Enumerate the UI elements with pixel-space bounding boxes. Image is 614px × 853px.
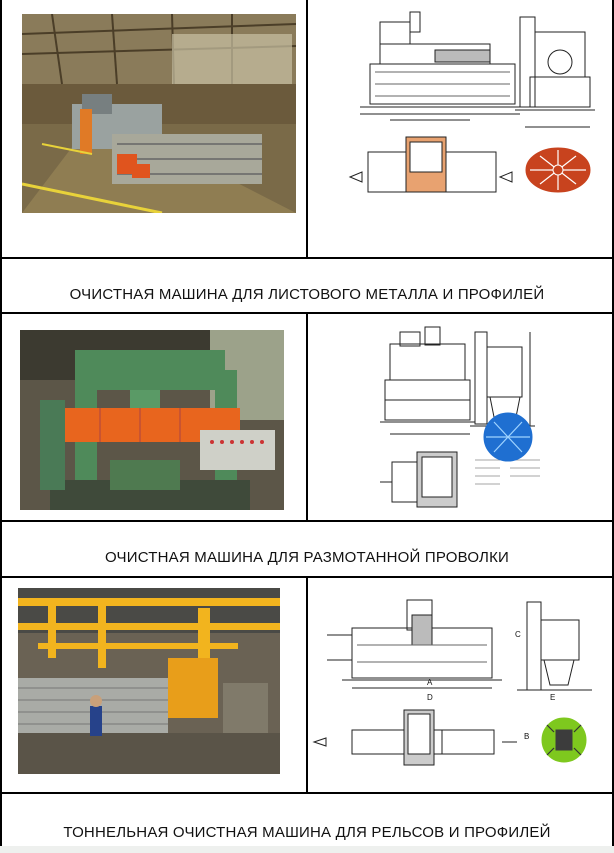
hline-1 xyxy=(0,257,614,259)
caption-tunnel: ТОННЕЛЬНАЯ ОЧИСТНАЯ МАШИНА ДЛЯ РЕЛЬСОВ И ПРОФИЛЕЙ xyxy=(63,824,551,841)
row1-divider xyxy=(306,0,308,258)
caption-sheet-metal: ОЧИСТНАЯ МАШИНА ДЛЯ ЛИСТОВОГО МЕТАЛЛА И ПРОФИЛЕЙ xyxy=(69,286,545,303)
dimension-label-a: A xyxy=(427,678,433,687)
table-border-left xyxy=(0,0,2,846)
caption-wire: ОЧИСТНАЯ МАШИНА ДЛЯ РАЗМОТАННОЙ ПРОВОЛКИ xyxy=(105,549,509,566)
row2-divider xyxy=(306,313,308,521)
hline-5 xyxy=(0,792,614,794)
sheet-metal-machine-drawing xyxy=(340,2,600,202)
hline-4 xyxy=(0,576,614,578)
dimension-label-d: D xyxy=(427,693,433,702)
wire-machine-photo xyxy=(20,330,284,510)
tunnel-machine-drawing xyxy=(312,590,602,786)
footer-strip xyxy=(0,846,614,853)
hline-3 xyxy=(0,520,614,522)
tunnel-machine-photo xyxy=(18,588,280,774)
wire-machine-drawing xyxy=(370,322,570,514)
sheet-metal-machine-photo xyxy=(22,14,296,213)
row3-divider xyxy=(306,577,308,793)
dimension-label-b: B xyxy=(524,732,530,741)
hline-2 xyxy=(0,312,614,314)
dimension-label-c: C xyxy=(515,630,521,639)
dimension-label-e: E xyxy=(550,693,556,702)
